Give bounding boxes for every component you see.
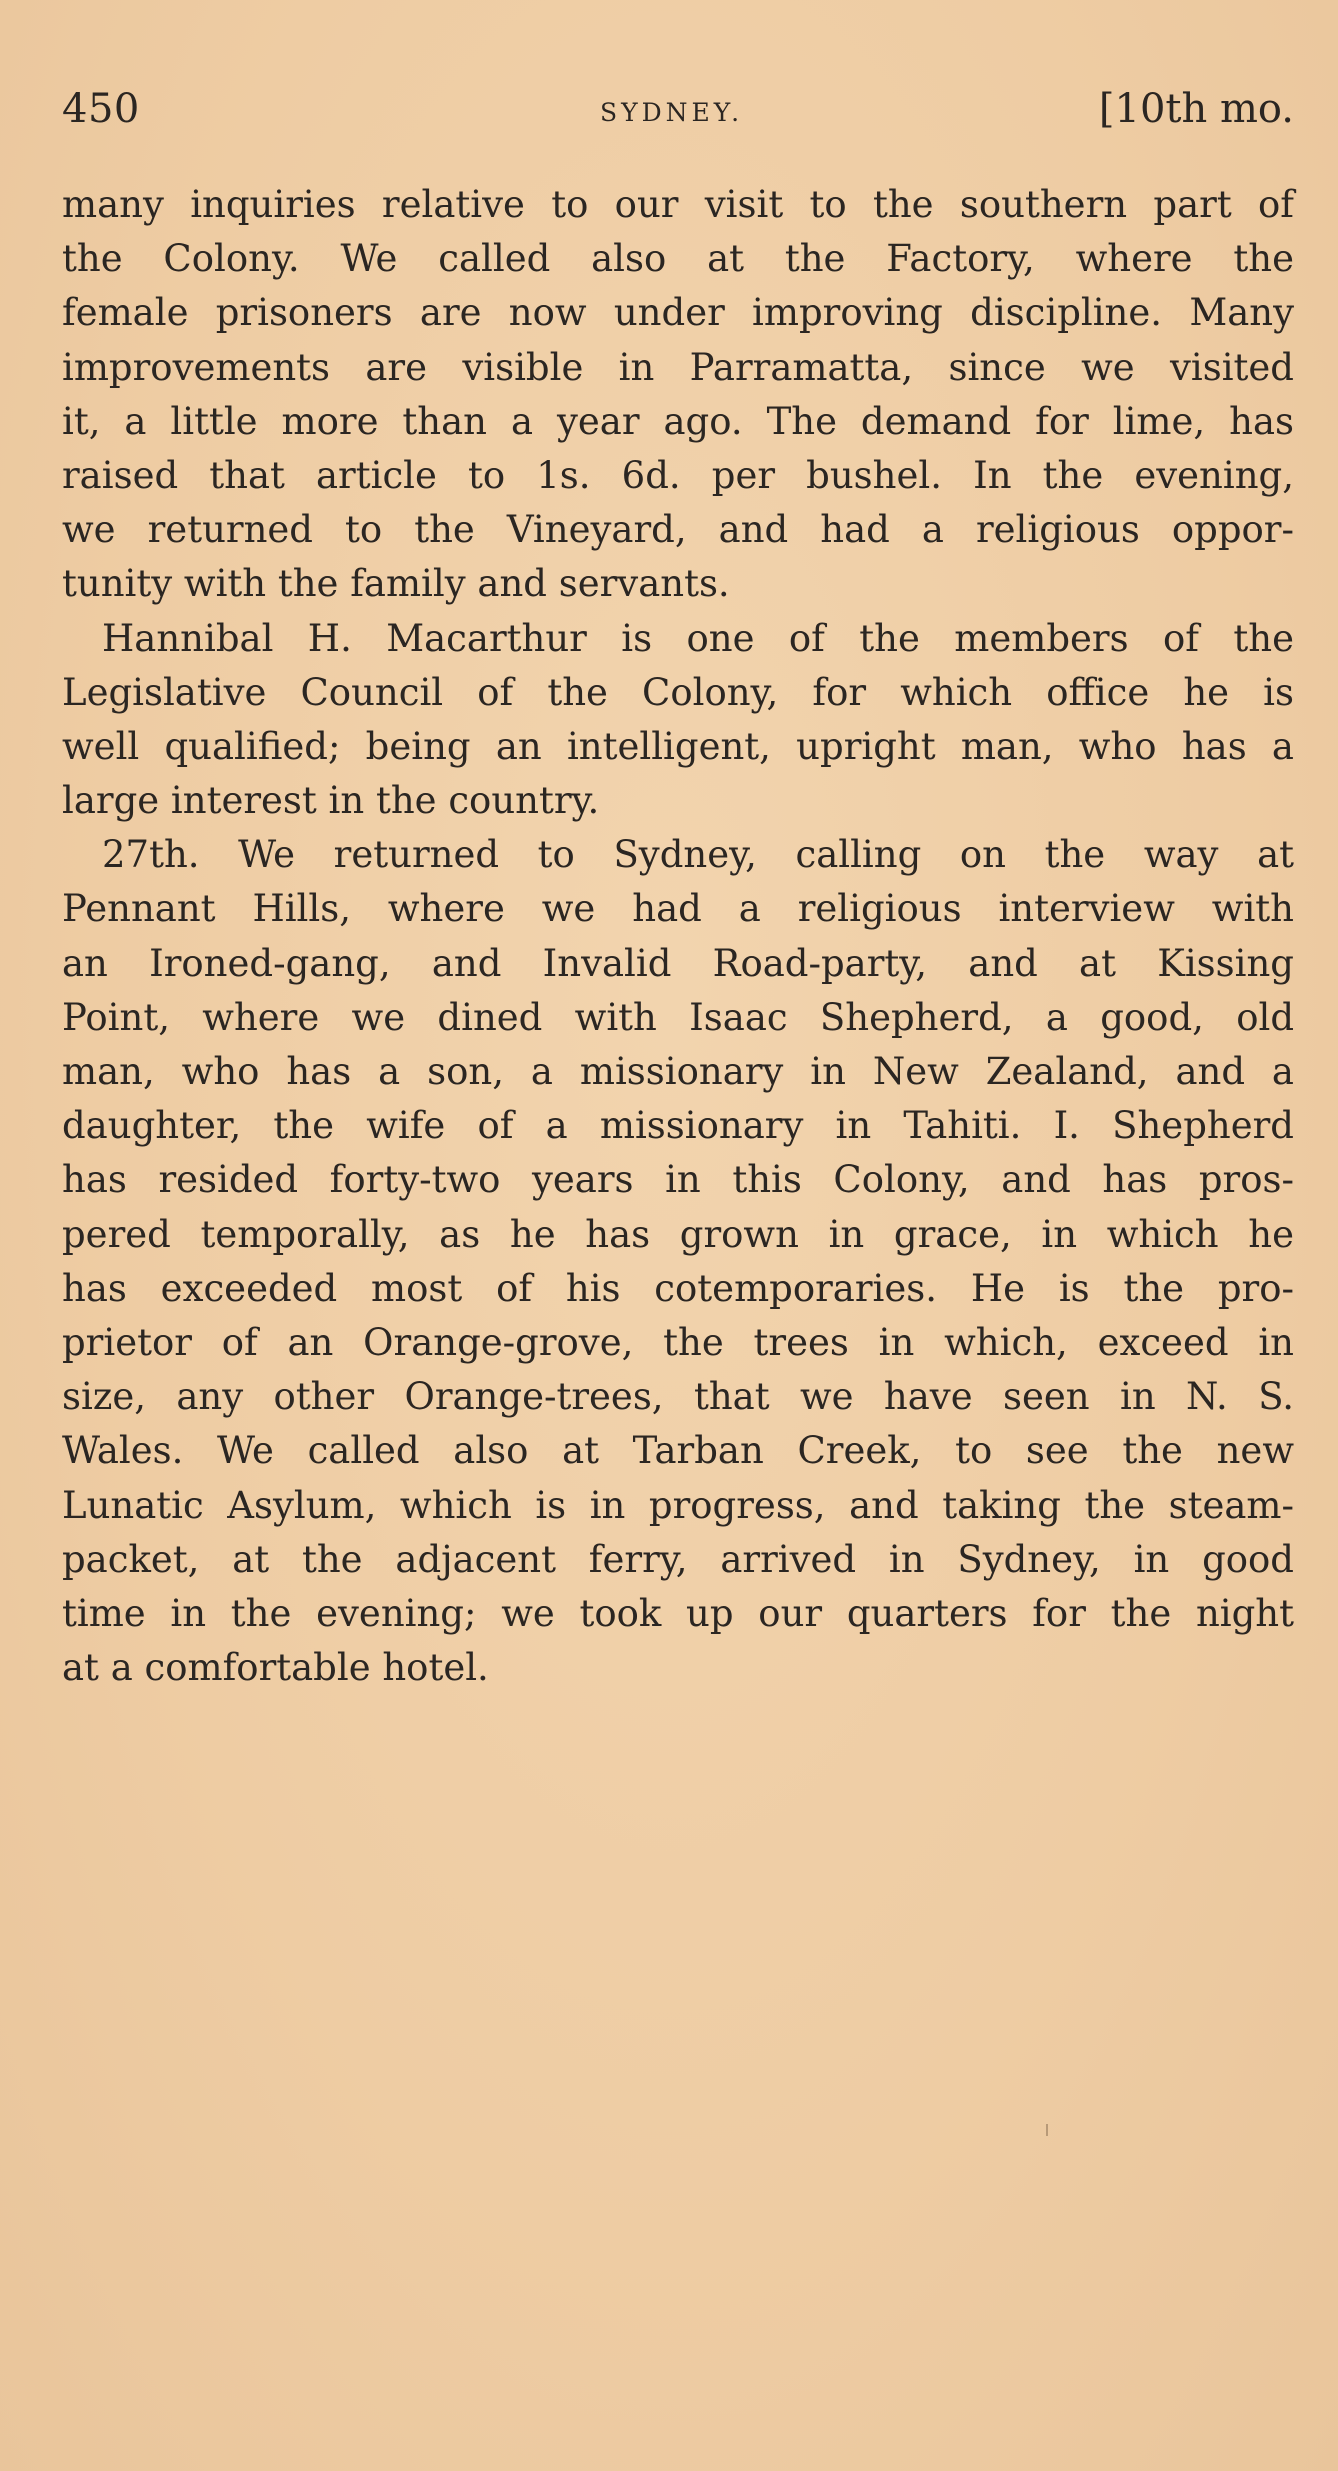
text-line: at a comfortable hotel. [62,1646,489,1690]
running-title: SYDNEY. [600,98,744,127]
text-line: has resided forty-two years in this Colony, and has pros- [62,1158,1294,1202]
paper-speck [1046,2124,1048,2136]
text-line: Wales. We called also at Tarban Creek, to see the new [62,1429,1294,1473]
text-line: size, any other Orange-trees, that we have seen in N. S. [62,1375,1294,1419]
text-line: packet, at the adjacent ferry, arrived in Sydney, in good [62,1537,1294,1581]
text-line: 27th. We returned to Sydney, calling on the way at [102,833,1294,877]
text-line: Legislative Council of the Colony, for which office he is [62,670,1294,714]
text-line: improvements are visible in Parramatta, since we visited [62,345,1294,389]
text-line: raised that article to 1s. 6d. per bushel. In the evening, [62,453,1294,497]
text-line: it, a little more than a year ago. The demand for lime, has [62,399,1294,443]
date-marker: [10th mo. [1098,86,1294,132]
text-line: Hannibal H. Macarthur is one of the members of the [102,616,1294,660]
text-line: well qualified; being an intelligent, upright man, who has a [62,724,1294,768]
text-line: time in the evening; we took up our quarters for the night [62,1591,1294,1635]
text-line: an Ironed-gang, and Invalid Road-party, and at Kissing [62,941,1294,985]
text-line: Point, where we dined with Isaac Shepherd, a good, old [62,995,1294,1039]
text-line: large interest in the country. [62,779,600,823]
text-line: pered temporally, as he has grown in grace, in which he [62,1212,1294,1256]
text-line: tunity with the family and servants. [62,562,730,606]
text-line: daughter, the wife of a missionary in Tahiti. I. Shepherd [62,1104,1294,1148]
body-text [62,178,1294,1695]
text-line: many inquiries relative to our visit to the southern part of [62,183,1294,226]
text-line: has exceeded most of his cotemporaries. He is the pro- [62,1266,1294,1310]
text-line: the Colony. We called also at the Factory, where the [62,237,1294,281]
text-line: Lunatic Asylum, which is in progress, and taking the steam- [62,1483,1294,1527]
text-line: female prisoners are now under improving discipline. Many [62,291,1294,335]
running-head [62,86,1294,146]
text-line: Pennant Hills, where we had a religious interview with [62,887,1294,931]
text-line: man, who has a son, a missionary in New Zealand, and a [62,1050,1294,1093]
text-line: we returned to the Vineyard, and had a religious oppor- [62,508,1294,552]
text-line: prietor of an Orange-grove, the trees in which, exceed in [62,1320,1294,1364]
page-number: 450 [62,86,140,132]
